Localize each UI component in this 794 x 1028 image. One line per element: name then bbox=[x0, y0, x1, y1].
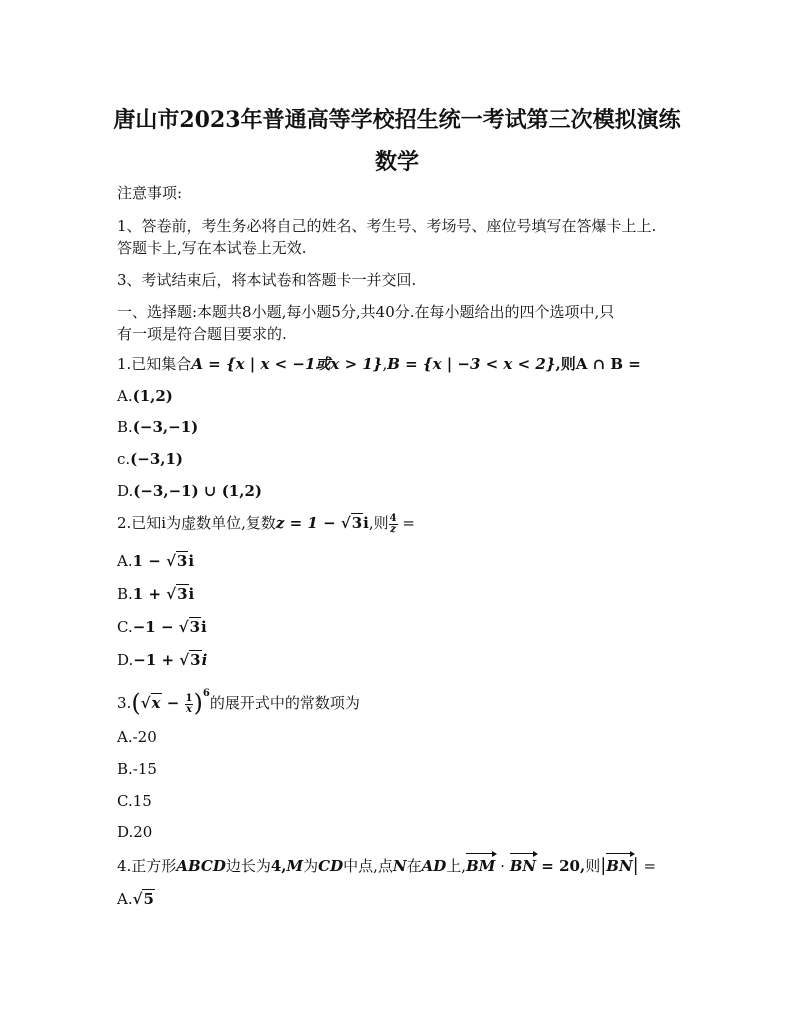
q1-sep: , bbox=[382, 355, 388, 373]
vector-bn bbox=[606, 856, 632, 876]
sqrt-symbol: √3 bbox=[166, 552, 188, 570]
note-line: 3、考试结束后，将本试卷和答题卡一并交回. bbox=[117, 271, 417, 289]
option-d bbox=[117, 822, 152, 842]
q4-n: N bbox=[392, 857, 407, 875]
option-value: −1 − bbox=[132, 618, 179, 636]
exam-title: 唐山市2023年普通高等学校招生统一考试第三次模拟演练 bbox=[113, 107, 681, 133]
option-value: (−3,−1) ∪ (1,2) bbox=[133, 482, 262, 500]
q4-cd: CD bbox=[318, 857, 344, 875]
option-a bbox=[117, 889, 155, 909]
option-label: A. bbox=[117, 552, 133, 570]
radicand: x bbox=[151, 694, 161, 712]
sqrt-symbol: √3 bbox=[340, 514, 363, 532]
q1-prefix: 1.已知集合 bbox=[117, 355, 192, 373]
option-c bbox=[117, 791, 152, 811]
right-paren: ) bbox=[193, 689, 203, 717]
option-value: 20 bbox=[133, 823, 153, 841]
option-label: D. bbox=[117, 823, 134, 841]
question-4 bbox=[117, 856, 656, 876]
option-label: B. bbox=[117, 418, 133, 436]
sqrt-symbol: √5 bbox=[132, 890, 154, 908]
vector-bn bbox=[510, 856, 536, 876]
option-label: D. bbox=[117, 482, 134, 500]
option-value: −1 + bbox=[133, 651, 180, 669]
notes-heading: 注意事项: bbox=[117, 184, 183, 202]
q4-text: 为 bbox=[303, 857, 319, 875]
option-label: A. bbox=[117, 890, 133, 908]
note-line: 答题卡上,写在本试卷上无效. bbox=[117, 239, 307, 257]
imag-unit: i bbox=[201, 618, 207, 636]
option-value: 15 bbox=[132, 792, 152, 810]
option-label: C. bbox=[117, 792, 133, 810]
frac-den: z bbox=[390, 523, 396, 535]
imag-unit: i bbox=[188, 585, 195, 603]
question-3 bbox=[117, 690, 360, 715]
option-value: 1 + bbox=[132, 585, 167, 603]
option-value: 1 − bbox=[132, 552, 167, 570]
imag-unit: i bbox=[363, 514, 369, 532]
imag-unit: i bbox=[188, 552, 195, 570]
q4-text: 则 bbox=[585, 857, 601, 875]
sqrt-symbol: √x bbox=[140, 694, 161, 712]
option-label: A. bbox=[117, 387, 133, 405]
option-d bbox=[117, 650, 207, 670]
section-instructions: 一、选择题:本题共8小题,每小题5分,共40分.在每小题给出的四个选项中,只 bbox=[117, 303, 615, 321]
radicand: 3 bbox=[189, 618, 201, 636]
equals: = bbox=[638, 857, 657, 875]
sqrt-symbol: √3 bbox=[166, 585, 188, 603]
sqrt-symbol: √3 bbox=[178, 618, 201, 636]
option-c bbox=[117, 449, 183, 469]
q4-text: 边长为 bbox=[225, 857, 271, 875]
frac-num: 4 bbox=[389, 512, 397, 524]
q4-text: 上, bbox=[446, 857, 467, 875]
left-paren: ( bbox=[131, 689, 141, 717]
vector-arrow-icon bbox=[606, 853, 632, 854]
option-label: B. bbox=[117, 760, 133, 778]
option-value: (−3,1) bbox=[130, 450, 184, 468]
option-a bbox=[117, 386, 173, 406]
option-label: c. bbox=[117, 450, 131, 468]
minus: − bbox=[161, 694, 185, 712]
q4-text: 在 bbox=[406, 857, 422, 875]
option-b bbox=[117, 759, 157, 779]
q4-text: 4.正方形 bbox=[117, 857, 177, 875]
q4-ad: AD bbox=[421, 857, 447, 875]
vector-arrow-icon bbox=[466, 853, 495, 854]
exponent: 6 bbox=[202, 688, 210, 699]
frac-den: x bbox=[186, 703, 192, 715]
section-instructions: 有一项是符合题目要求的. bbox=[117, 325, 287, 343]
option-value: -20 bbox=[132, 728, 157, 746]
vector-bm bbox=[466, 856, 495, 876]
q4-four: 4, bbox=[270, 857, 287, 875]
radicand: 3 bbox=[351, 514, 363, 532]
imag-unit: i bbox=[201, 651, 208, 669]
option-label: A. bbox=[117, 728, 133, 746]
q1-set-a: A = {x | x < −1或x > 1} bbox=[191, 355, 383, 373]
option-value: (−3,−1) bbox=[132, 418, 199, 436]
q4-text: 中点,点 bbox=[343, 857, 393, 875]
option-label: C. bbox=[117, 618, 133, 636]
abs-open: | bbox=[600, 855, 607, 876]
option-label: D. bbox=[117, 651, 134, 669]
option-b bbox=[117, 417, 198, 437]
option-a bbox=[117, 551, 194, 571]
abs-close: | bbox=[632, 855, 639, 876]
q1-set-b: B = {x | −3 < x < 2} bbox=[387, 355, 556, 373]
dot-operator: · bbox=[495, 857, 510, 875]
q3-text: 的展开式中的常数项为 bbox=[209, 694, 360, 712]
question-2 bbox=[117, 513, 415, 535]
frac-num: 1 bbox=[185, 692, 193, 704]
vector-label: BN bbox=[509, 857, 537, 875]
q2-prefix: 2.已知i为虚数单位,复数 bbox=[117, 514, 276, 532]
vector-label: BM bbox=[466, 857, 496, 875]
radicand: 3 bbox=[190, 651, 201, 669]
radicand: 3 bbox=[177, 585, 188, 603]
option-b bbox=[117, 584, 194, 604]
question-1 bbox=[117, 354, 641, 374]
option-d bbox=[117, 481, 262, 501]
subject-title: 数学 bbox=[374, 149, 419, 175]
option-c bbox=[117, 617, 207, 637]
radicand: 5 bbox=[143, 890, 154, 908]
q1-ask: ,则A ∩ B = bbox=[555, 355, 641, 373]
equals: = bbox=[402, 514, 415, 532]
vector-label: BN bbox=[606, 857, 633, 875]
vector-arrow-icon bbox=[510, 853, 536, 854]
fraction bbox=[389, 514, 398, 535]
q4-m: M bbox=[286, 857, 304, 875]
q2-then: ,则 bbox=[368, 514, 389, 532]
option-value: (1,2) bbox=[132, 387, 173, 405]
sqrt-symbol: √3 bbox=[179, 651, 201, 669]
option-label: B. bbox=[117, 585, 133, 603]
radicand: 3 bbox=[176, 552, 188, 570]
option-value: -15 bbox=[132, 760, 157, 778]
q4-eq20: = 20, bbox=[536, 857, 586, 875]
q3-prefix: 3. bbox=[117, 694, 132, 712]
option-a bbox=[117, 727, 157, 747]
note-line: 1、答卷前，考生务必将自己的姓名、考生号、考场号、座位号填写在答爆卡上上. bbox=[117, 217, 657, 235]
q4-abcd: ABCD bbox=[176, 857, 226, 875]
q2-z: z = 1 − bbox=[275, 514, 341, 532]
